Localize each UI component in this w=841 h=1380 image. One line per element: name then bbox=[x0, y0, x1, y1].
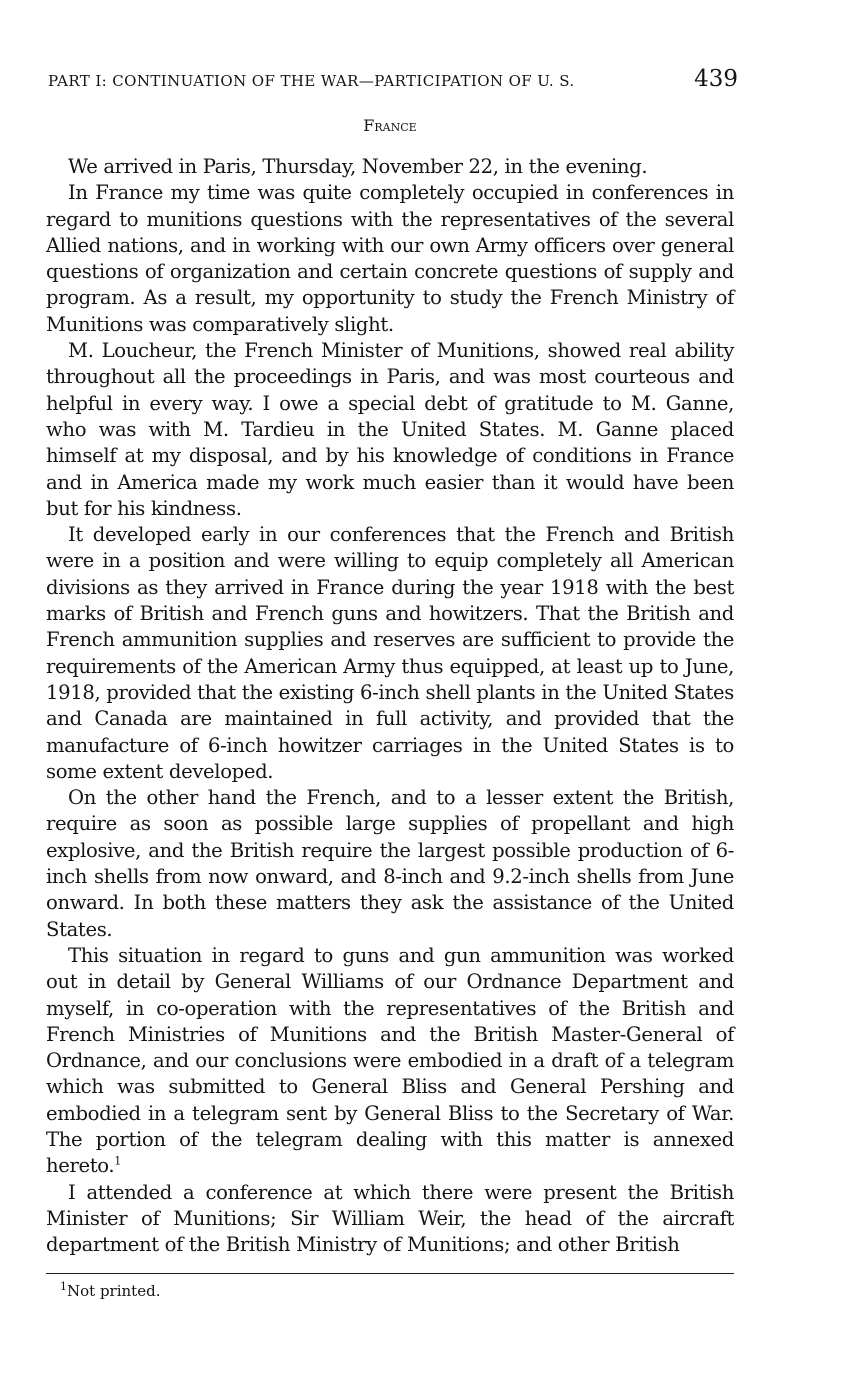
paragraph bbox=[46, 943, 734, 1180]
paragraph: It developed early in our conferences that the French and British were in a position and were willing to equip completely all American divisions as they arrived in France during the year 1918 with the best marks of British and French guns and howitzers. That the British and French ammunition supplies and reserves are sufficient to provide the requirements of the American Army thus equipped, at least up to June, 1918, provided that the existing 6-inch shell plants in the United States and Canada are maintained in full activity, and provided that the manufacture of 6-inch howitzer carriages in the United States is to some extent developed. bbox=[46, 523, 734, 783]
section-title: France bbox=[363, 116, 417, 135]
paragraph: We arrived in Paris, Thursday, November 22, in the evening. bbox=[68, 155, 648, 178]
body-text bbox=[46, 154, 734, 1258]
paragraph-text: This situation in regard to guns and gun ammunition was worked out in detail by General Williams of our Ordnance Department and myself, in co-operation with the representatives of the British and French Ministries of Munitions and the British Master-General of Ordnance, and our conclusions were embodied in a draft of a telegram which was submitted to General Bliss and General Pershing and embodied in a telegram sent by General Bliss to the Secretary of War. The portion of the telegram dealing with this matter is annexed hereto. bbox=[46, 943, 734, 1178]
running-header bbox=[48, 66, 738, 92]
footnote-marker: 1 bbox=[60, 1280, 67, 1293]
paragraph: M. Loucheur, the French Minister of Munitions, showed real ability throughout all the proceedings in Paris, and was most courteous and helpful in every way. I owe a special debt of gratitude to M. Ganne, who was with M. Tardieu in the United States. M. Ganne placed himself at my disposal, and by his knowledge of conditions in France and in America made my work much easier than it would have been but for his kindness. bbox=[46, 339, 734, 520]
footnote-reference: 1 bbox=[114, 1154, 121, 1168]
footnote-divider bbox=[46, 1273, 734, 1274]
paragraph: In France my time was quite completely occupied in conferences in regard to munitions questions with the representatives of the several Allied nations, and in working with our own Army officers over general questions of organization and certain concrete questions of supply and program. As a result, my opportunity to study the French Ministry of Munitions was comparatively slight. bbox=[46, 181, 734, 336]
footnote bbox=[60, 1282, 160, 1300]
running-head: PART I: CONTINUATION OF THE WAR—PARTICIPATION OF U. S. bbox=[48, 72, 575, 90]
paragraph: On the other hand the French, and to a lesser extent the British, require as soon as possible large supplies of propellant and high explosive, and the British require the largest possible production of 6-inch shells from now onward, and 8-inch and 9.2-inch shells from June onward. In both these matters they ask the assistance of the United States. bbox=[46, 786, 734, 941]
page-number: 439 bbox=[694, 66, 738, 92]
paragraph: I attended a conference at which there were present the British Minister of Munitions; Sir William Weir, the head of the aircraft department of the British Ministry of Munitions; and other British bbox=[46, 1180, 734, 1257]
footnote-text: Not printed. bbox=[67, 1282, 161, 1300]
